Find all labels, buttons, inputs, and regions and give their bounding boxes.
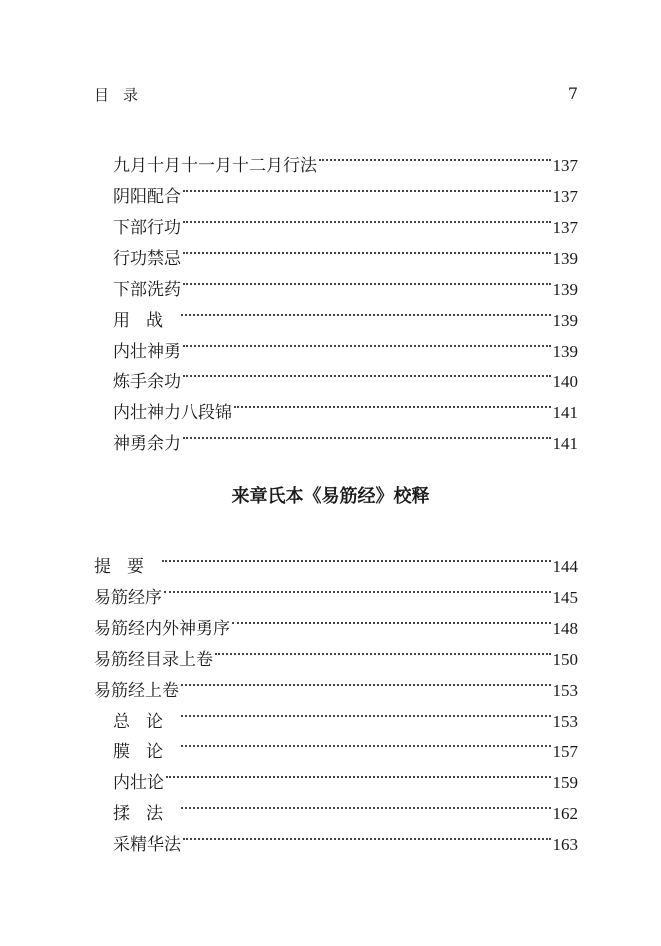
dot-leader [181, 788, 551, 819]
toc-entry-page: 137 [552, 156, 578, 175]
toc-entry-page: 139 [552, 342, 578, 361]
toc-entry[interactable] [113, 819, 578, 855]
toc-entry-page: 139 [552, 280, 578, 299]
toc-entry-page: 162 [552, 804, 578, 823]
dot-leader [183, 356, 551, 387]
dot-leader [183, 202, 551, 233]
dot-leader [234, 387, 551, 418]
toc-entry[interactable] [94, 634, 578, 670]
toc-entry[interactable] [113, 202, 578, 238]
toc-entry-page: 139 [552, 311, 578, 330]
toc-entry[interactable] [113, 264, 578, 300]
toc-entry-label: 神勇余力 [113, 434, 181, 454]
dot-leader [215, 634, 551, 665]
dot-leader [181, 295, 551, 326]
dot-leader [319, 140, 551, 171]
toc-entry[interactable] [113, 788, 578, 824]
toc-entry[interactable] [113, 696, 578, 732]
toc-entry[interactable] [113, 295, 578, 331]
toc-entry-page: 141 [552, 434, 578, 453]
toc-entry-label: 九月十月十一月十二月行法 [113, 156, 317, 176]
dot-leader [181, 665, 551, 696]
toc-entry-page: 137 [552, 187, 578, 206]
toc-entry-page: 159 [552, 773, 578, 792]
toc-entry-page: 150 [552, 650, 578, 669]
toc-entry[interactable] [94, 541, 578, 577]
toc-entry-label: 揉法 [113, 804, 179, 824]
toc-entry[interactable] [113, 418, 578, 454]
dot-leader [181, 696, 551, 727]
toc-entry-page: 141 [552, 403, 578, 422]
toc-entry-label: 采精华法 [113, 835, 181, 855]
dot-leader [166, 757, 551, 788]
toc-entry-label: 下部行功 [113, 218, 181, 238]
running-head [94, 84, 578, 106]
toc-entry-label: 内壮神勇 [113, 342, 181, 362]
toc-entry-label: 行功禁忌 [113, 249, 181, 269]
toc-entry-label: 用战 [113, 311, 179, 331]
toc-entry[interactable] [113, 726, 578, 762]
toc-entry[interactable] [94, 665, 578, 701]
toc-entry-page: 148 [552, 619, 578, 638]
toc-entry-label: 提要 [94, 557, 160, 577]
dot-leader [162, 541, 551, 572]
toc-entry-page: 145 [552, 588, 578, 607]
toc-entry-label: 易筋经序 [94, 588, 162, 608]
dot-leader [183, 171, 551, 202]
toc-entry-page: 144 [552, 557, 578, 576]
toc-entry[interactable] [113, 356, 578, 392]
toc-entry[interactable] [113, 140, 578, 176]
toc-entry[interactable] [94, 603, 578, 639]
toc-entry-label: 膜论 [113, 742, 179, 762]
toc-entry-page: 139 [552, 249, 578, 268]
toc-entry-label: 易筋经目录上卷 [94, 650, 213, 670]
toc-entry[interactable] [94, 572, 578, 608]
dot-leader [183, 233, 551, 264]
section-heading: 来章氏本《易筋经》校释 [231, 486, 430, 507]
toc-entry[interactable] [113, 326, 578, 362]
dot-leader [164, 572, 551, 603]
toc-entry-page: 153 [552, 712, 578, 731]
toc-entry-label: 易筋经内外神勇序 [94, 619, 230, 639]
toc-entry-page: 163 [552, 835, 578, 854]
toc-entry-label: 炼手余功 [113, 372, 181, 392]
toc-entry-label: 内壮论 [113, 773, 164, 793]
toc-entry[interactable] [113, 757, 578, 793]
toc-entry-label: 下部洗药 [113, 280, 181, 300]
dot-leader [232, 603, 551, 634]
toc-entry[interactable] [113, 387, 578, 423]
toc-entry-page: 157 [552, 742, 578, 761]
toc-entry-page: 137 [552, 218, 578, 237]
toc-entry-label: 易筋经上卷 [94, 681, 179, 701]
toc-entry-page: 140 [552, 372, 578, 391]
toc-entry[interactable] [113, 233, 578, 269]
toc-entry-label: 总论 [113, 712, 179, 732]
running-head-title: 目录 [94, 86, 153, 104]
dot-leader [183, 819, 551, 850]
dot-leader [183, 418, 551, 449]
dot-leader [183, 326, 551, 357]
page-number: 7 [567, 84, 578, 103]
toc-entry[interactable] [113, 171, 578, 207]
dot-leader [181, 726, 551, 757]
toc-entry-page: 153 [552, 681, 578, 700]
toc-entry-label: 内壮神力八段锦 [113, 403, 232, 423]
toc-entry-label: 阴阳配合 [113, 187, 181, 207]
dot-leader [183, 264, 551, 295]
